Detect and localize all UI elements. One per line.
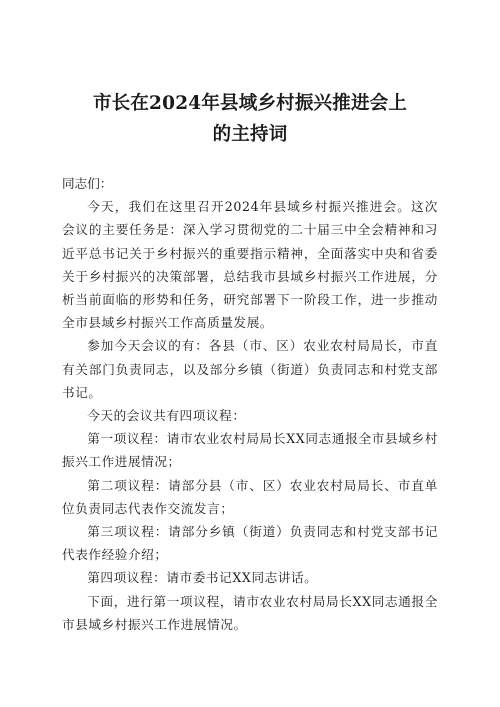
paragraph-intro: 今天，我们在这里召开2024年县域乡村振兴推进会。这次会议的主要任务是：深入学习贯彻党的二十届三中全会精神和习近平总书记关于乡村振兴的重要指示精神，全面落实中央和省委关于乡村振兴的决策部署，总结我市县域乡村振兴工作进展，分析当前面临的形势和任务，研究部署下一阶段工作，进一步推动全市县域乡村振兴工作高质量发展。 [62,199,438,331]
paragraph-attendees: 参加今天会议的有：各县（市、区）农业农村局局长，市直有关部门负责同志，以及部分乡镇（街道）负责同志和村党支部书记。 [62,338,438,400]
salutation: 同志们： [62,176,113,191]
paragraph-agenda-item-1: 第一项议程：请市农业农村局局长XX同志通报全市县域乡村振兴工作进展情况； [62,431,438,470]
document-body [62,172,438,636]
paragraph-agenda-item-3: 第三项议程：请部分乡镇（街道）负责同志和村党支部书记代表作经验介绍； [62,524,438,563]
document-title: 市长在2024年县域乡村振兴推进会上的主持词 [92,93,408,145]
paragraph-proceed: 下面，进行第一项议程，请市农业农村局局长XX同志通报全市县域乡村振兴工作进展情况。 [62,593,438,632]
paragraph-agenda-item-2: 第二项议程：请部分县（市、区）农业农村局局长、市直单位负责同志代表作交流发言； [62,477,438,516]
paragraph-agenda-intro: 今天的会议共有四项议程： [87,408,246,424]
paragraph-agenda-item-4: 第四项议程：请市委书记XX同志讲话。 [87,570,318,586]
